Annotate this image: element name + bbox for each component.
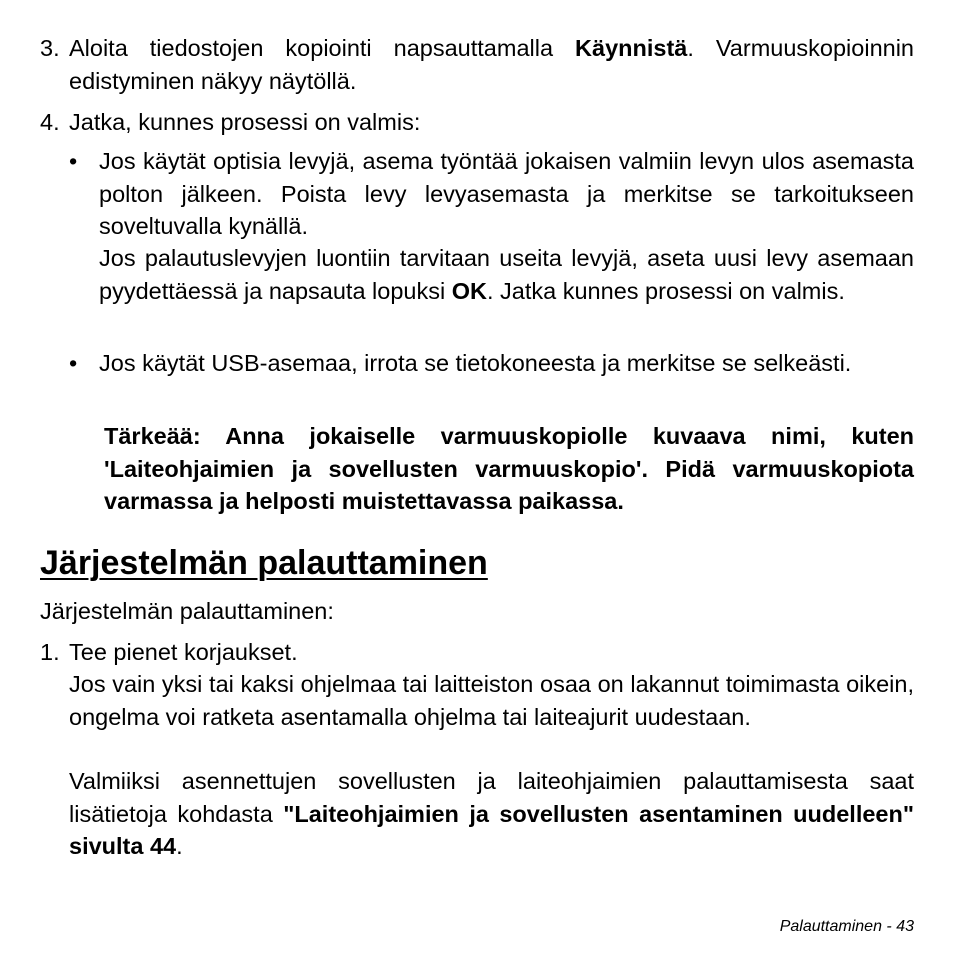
step-4-text: Jatka, kunnes prosessi on valmis:	[69, 109, 421, 135]
step-3-text	[69, 32, 914, 97]
section-intro: Järjestelmän palauttaminen:	[40, 598, 334, 624]
bullet-1-paragraph-1: Jos käytät optisia levyjä, asema työntää jokaisen valmiin levyn ulos asemasta polton jälkeen. Poista levy levyasemasta ja merkitse se tarkoitukseen soveltuvalla kynällä.	[99, 148, 914, 239]
bullet-2-symbol: •	[69, 350, 78, 376]
step-1-paragraph-2	[69, 765, 914, 863]
section-heading: Järjestelmän palauttaminen	[40, 544, 488, 582]
important-note: Tärkeää: Anna jokaiselle varmuuskopiolle kuvaava nimi, kuten 'Laiteohjaimien ja sovellusten varmuuskopio'. Pidä varmuuskopiota varmassa ja helposti muistettavassa paikassa.	[104, 423, 914, 514]
bullet-1-para2-before: Jos palautuslevyjen luontiin tarvitaan useita levyjä, aseta uusi levy asemaan pyydettäessä ja napsauta lopuksi	[99, 245, 914, 304]
step-3-text-before: Aloita tiedostojen kopiointi napsauttamalla	[69, 35, 576, 61]
step-3-number: 3.	[40, 35, 60, 61]
step-3-bold-kaynnista: Käynnistä	[575, 35, 688, 61]
page-footer: Palauttaminen - 43	[779, 918, 914, 935]
bullet-1-bold-ok: OK	[451, 277, 487, 304]
bullet-1-paragraph-2	[99, 242, 914, 307]
step-1-para2-after: .	[176, 833, 183, 859]
step-1-paragraph-1: Jos vain yksi tai kaksi ohjelmaa tai laitteiston osaa on lakannut toimimasta oikein, ongelma voi ratketa asentamalla ohjelma tai laiteajurit uudestaan.	[69, 671, 914, 730]
bullet-1-symbol: •	[69, 148, 78, 174]
step-1-cross-reference: "Laiteohjaimien ja sovellusten asentaminen uudelleen" sivulta 44	[69, 800, 914, 859]
step-1-para2-before: Valmiiksi asennettujen sovellusten ja laiteohjaimien palauttamisesta saat lisätietoja kohdasta	[69, 768, 914, 827]
step-1-title: Tee pienet korjaukset.	[69, 639, 298, 665]
bullet-2-text: Jos käytät USB-asemaa, irrota se tietokoneesta ja merkitse se selkeästi.	[99, 350, 852, 376]
step-1-number: 1.	[40, 639, 60, 665]
bullet-1-para2-after: . Jatka kunnes prosessi on valmis.	[486, 277, 845, 304]
step-3-text-after: . Varmuuskopioinnin edistyminen näkyy näytöllä.	[69, 35, 915, 94]
step-4-number: 4.	[40, 109, 60, 135]
